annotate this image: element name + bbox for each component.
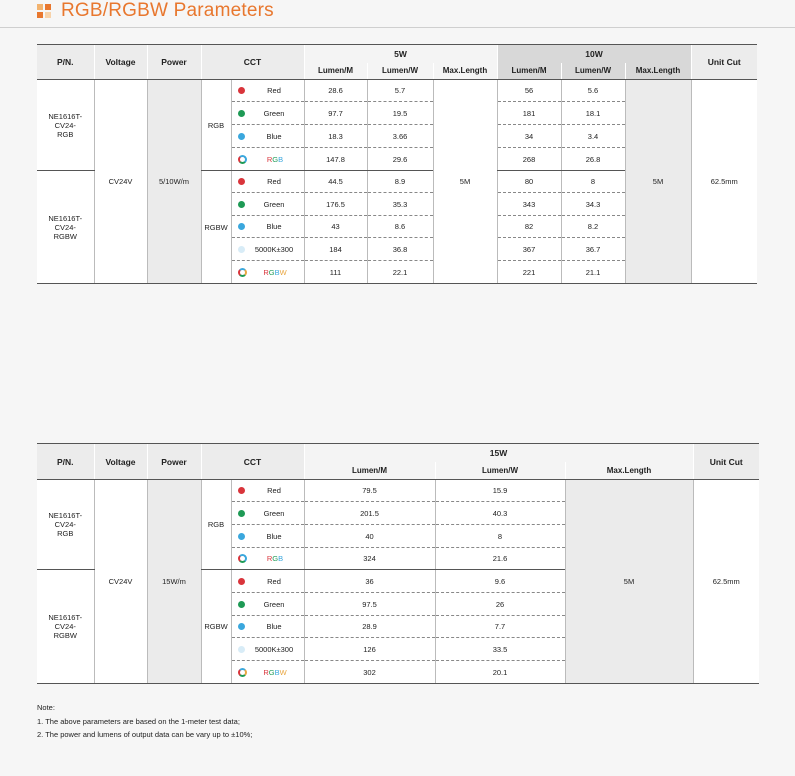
header-pn: P/N. [37, 444, 94, 480]
header-group-5w: 5W [304, 45, 497, 63]
header-power: Power [147, 45, 201, 80]
cct-cell: Blue [231, 216, 304, 238]
lumen-m-5w: 44.5 [304, 171, 367, 193]
header-max-length-5w: Max.Length [433, 63, 497, 80]
lumen-m-15w: 302 [304, 661, 435, 684]
lumen-w-15w: 20.1 [435, 661, 565, 684]
lumen-w-10w: 18.1 [561, 102, 625, 125]
cct-cell: 5000K±300 [231, 238, 304, 261]
cct-cell: Green [231, 502, 304, 525]
notes-heading: Note: [37, 703, 55, 712]
rgbw-ring-icon [238, 268, 247, 277]
lumen-w-5w: 35.3 [367, 193, 433, 216]
lumen-m-15w: 324 [304, 548, 435, 570]
green-led-icon [238, 201, 245, 208]
type-cell-rgb: RGB [201, 80, 231, 171]
lumen-w-10w: 3.4 [561, 125, 625, 148]
rgbw-ring-icon [238, 668, 247, 677]
type-cell-rgb: RGB [201, 480, 231, 570]
voltage-cell: CV24V [94, 80, 147, 284]
cct-cell [231, 661, 304, 684]
params-table-5w-10w [37, 44, 757, 284]
lumen-m-10w: 56 [497, 80, 561, 102]
power-cell: 5/10W/m [147, 80, 201, 284]
lumen-w-15w: 7.7 [435, 616, 565, 638]
lumen-m-15w: 79.5 [304, 480, 435, 502]
lumen-m-10w: 82 [497, 216, 561, 238]
lumen-m-5w: 176.5 [304, 193, 367, 216]
lumen-w-5w: 36.8 [367, 238, 433, 261]
rgb-colored-label: RGB [266, 554, 284, 563]
header-lumen-w-15w: Lumen/W [435, 462, 565, 480]
lumen-m-10w: 343 [497, 193, 561, 216]
header-group-15w: 15W [304, 444, 693, 462]
header-lumen-w-10w: Lumen/W [561, 63, 625, 80]
header-power: Power [147, 444, 201, 480]
max-length-10w: 5M [625, 80, 691, 284]
lumen-w-5w: 22.1 [367, 261, 433, 284]
unit-cut-cell: 62.5mm [691, 80, 757, 284]
lumen-m-10w: 80 [497, 171, 561, 193]
max-length-15w: 5M [565, 480, 693, 684]
lumen-w-5w: 19.5 [367, 102, 433, 125]
header-voltage: Voltage [94, 444, 147, 480]
lumen-w-5w: 3.66 [367, 125, 433, 148]
red-led-icon [238, 87, 245, 94]
lumen-m-5w: 43 [304, 216, 367, 238]
lumen-w-5w: 8.6 [367, 216, 433, 238]
header-max-length-15w: Max.Length [565, 462, 693, 480]
white-led-icon [238, 646, 245, 653]
cct-cell [231, 548, 304, 570]
header-lumen-m-10w: Lumen/M [497, 63, 561, 80]
lumen-m-5w: 97.7 [304, 102, 367, 125]
lumen-w-15w: 40.3 [435, 502, 565, 525]
lumen-w-15w: 15.9 [435, 480, 565, 502]
unit-cut-cell: 62.5mm [693, 480, 759, 684]
cct-cell: 5000K±300 [231, 638, 304, 661]
lumen-w-15w: 26 [435, 593, 565, 616]
cct-cell: Green [231, 193, 304, 216]
header-cct: CCT [201, 444, 304, 480]
rgbw-colored-label: RGBW [263, 667, 287, 677]
cct-cell: Red [231, 570, 304, 593]
header-group-10w: 10W [497, 45, 691, 63]
header-lumen-w-5w: Lumen/W [367, 63, 433, 80]
lumen-m-10w: 181 [497, 102, 561, 125]
blue-led-icon [238, 133, 245, 140]
lumen-m-5w: 147.8 [304, 148, 367, 171]
power-cell: 15W/m [147, 480, 201, 684]
pn-cell-rgb: NE1616T- CV24- RGB [37, 80, 94, 171]
rgb-colored-label: RGB [266, 154, 284, 164]
cct-cell [231, 148, 304, 171]
lumen-w-5w: 5.7 [367, 80, 433, 102]
cct-cell: Blue [231, 125, 304, 148]
page-title-block [37, 0, 274, 22]
red-led-icon [238, 487, 245, 494]
cct-cell: Red [231, 480, 304, 502]
type-cell-rgbw: RGBW [201, 570, 231, 684]
pn-cell-rgbw: NE1616T- CV24- RGBW [37, 570, 94, 684]
lumen-w-10w: 26.8 [561, 148, 625, 171]
lumen-w-10w: 36.7 [561, 238, 625, 261]
notes-block [37, 701, 252, 742]
lumen-m-15w: 28.9 [304, 616, 435, 638]
lumen-w-15w: 21.6 [435, 548, 565, 570]
type-cell-rgbw: RGBW [201, 171, 231, 284]
lumen-m-15w: 201.5 [304, 502, 435, 525]
white-led-icon [238, 246, 245, 253]
title-divider [0, 27, 795, 28]
rgb-ring-icon [238, 554, 247, 563]
cct-cell: Green [231, 593, 304, 616]
header-max-length-10w: Max.Length [625, 63, 691, 80]
page-title: RGB/RGBW Parameters [61, 0, 274, 21]
lumen-w-10w: 8.2 [561, 216, 625, 238]
lumen-m-10w: 34 [497, 125, 561, 148]
lumen-m-15w: 97.5 [304, 593, 435, 616]
lumen-w-15w: 9.6 [435, 570, 565, 593]
lumen-m-10w: 221 [497, 261, 561, 284]
rgb-ring-icon [238, 155, 247, 164]
note-item: 2. The power and lumens of output data can be vary up to ±10%; [37, 730, 253, 739]
red-led-icon [238, 578, 245, 585]
lumen-m-15w: 36 [304, 570, 435, 593]
green-led-icon [238, 110, 245, 117]
lumen-m-5w: 18.3 [304, 125, 367, 148]
pn-cell-rgbw: NE1616T- CV24- RGBW [37, 171, 94, 284]
lumen-w-10w: 21.1 [561, 261, 625, 284]
green-led-icon [238, 601, 245, 608]
red-led-icon [238, 178, 245, 185]
cct-cell: Blue [231, 616, 304, 638]
lumen-m-5w: 184 [304, 238, 367, 261]
cct-cell: Green [231, 102, 304, 125]
lumen-w-15w: 8 [435, 525, 565, 548]
lumen-w-5w: 8.9 [367, 171, 433, 193]
lumen-w-10w: 5.6 [561, 80, 625, 102]
lumen-m-5w: 111 [304, 261, 367, 284]
blue-led-icon [238, 623, 245, 630]
note-item: 1. The above parameters are based on the 1-meter test data; [37, 716, 240, 726]
header-voltage: Voltage [94, 45, 147, 80]
lumen-w-10w: 34.3 [561, 193, 625, 216]
green-led-icon [238, 510, 245, 517]
cct-cell: Red [231, 171, 304, 193]
pn-cell-rgb: NE1616T- CV24- RGB [37, 480, 94, 570]
cct-cell [231, 261, 304, 284]
lumen-m-10w: 268 [497, 148, 561, 171]
blue-led-icon [238, 533, 245, 540]
lumen-w-10w: 8 [561, 171, 625, 193]
cct-cell: Red [231, 80, 304, 102]
header-unit-cut: Unit Cut [691, 45, 757, 80]
lumen-m-10w: 367 [497, 238, 561, 261]
cct-cell: Blue [231, 525, 304, 548]
rgbw-colored-label: RGBW [263, 267, 287, 277]
grid-logo-icon [37, 4, 51, 18]
blue-led-icon [238, 223, 245, 230]
lumen-m-5w: 28.6 [304, 80, 367, 102]
lumen-m-15w: 40 [304, 525, 435, 548]
header-unit-cut: Unit Cut [693, 444, 759, 480]
header-cct: CCT [201, 45, 304, 80]
header-lumen-m-5w: Lumen/M [304, 63, 367, 80]
lumen-w-15w: 33.5 [435, 638, 565, 661]
voltage-cell: CV24V [94, 480, 147, 684]
lumen-m-15w: 126 [304, 638, 435, 661]
params-table-15w [37, 443, 759, 684]
header-lumen-m-15w: Lumen/M [304, 462, 435, 480]
max-length-5w: 5M [433, 80, 497, 284]
header-pn: P/N. [37, 45, 94, 80]
lumen-w-5w: 29.6 [367, 148, 433, 171]
